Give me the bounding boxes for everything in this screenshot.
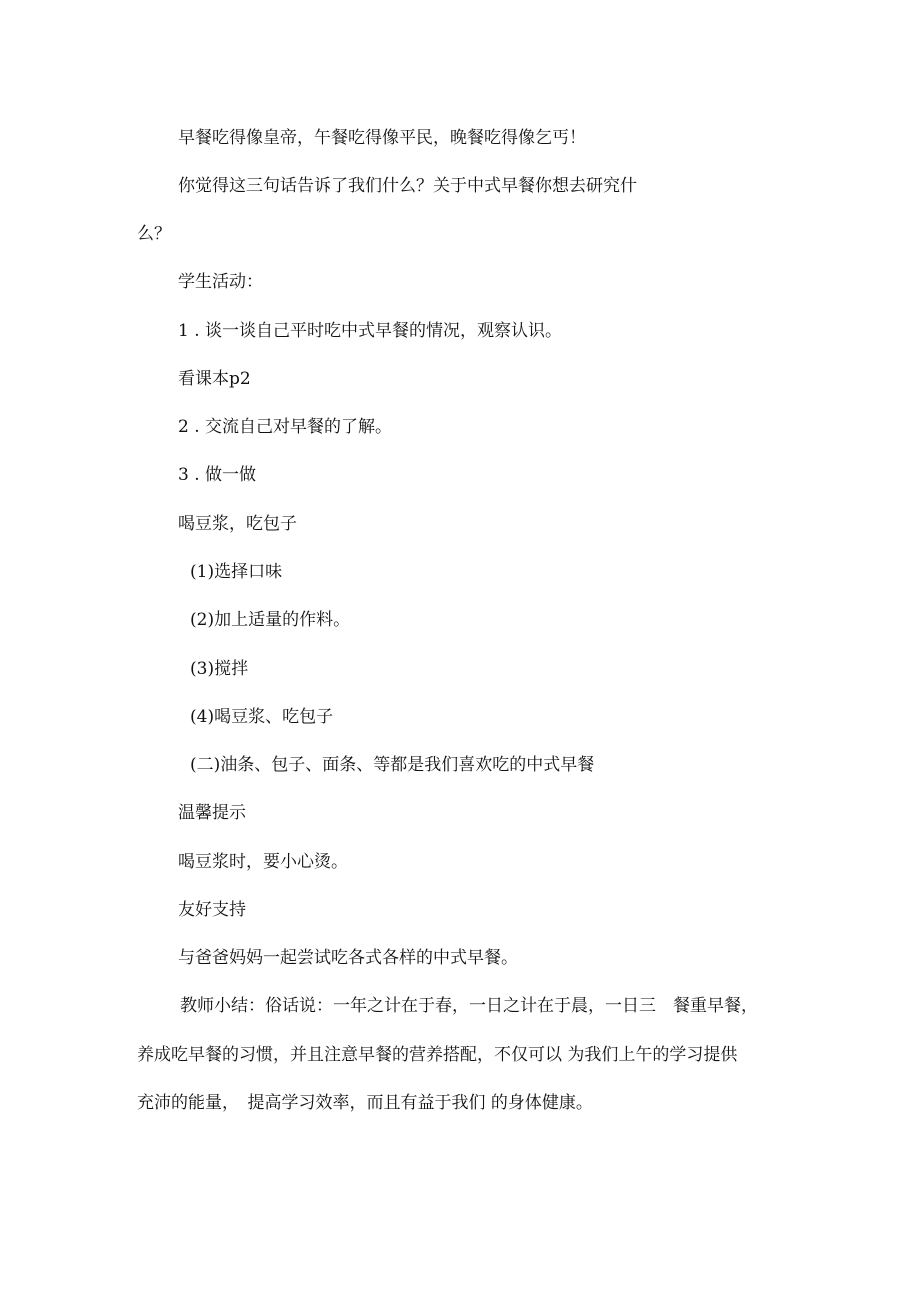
list-item-2: 2 . 交流自己对早餐的了解。 — [178, 417, 393, 437]
paragraph-support: 与爸爸妈妈一起尝试吃各式各样的中式早餐。 — [178, 948, 518, 968]
heading-warm-tip: 温馨提示 — [178, 803, 246, 823]
summary-line-2: 养成吃早餐的习惯，并且注意早餐的营养搭配，不仅可以 为我们上午的学习提供 — [137, 1045, 738, 1065]
step-3: (3)搅拌 — [190, 659, 249, 679]
heading-student-activity: 学生活动： — [178, 272, 263, 292]
heading-support: 友好支持 — [178, 900, 246, 920]
list-item-1: 1 . 谈一谈自己平时吃中式早餐的情况，观察认识。 — [178, 321, 563, 341]
paragraph-question: 你觉得这三句话告诉了我们什么？关于中式早餐你想去研究什 — [178, 176, 637, 196]
list-item-3: 3 . 做一做 — [178, 465, 257, 485]
step-1: (1)选择口味 — [190, 562, 283, 582]
summary-line-3: 充沛的能量， 提高学习效率，而且有益于我们 的身体健康。 — [137, 1093, 593, 1113]
paragraph-motto: 早餐吃得像皇帝，午餐吃得像平民，晚餐吃得像乞丐！ — [178, 128, 586, 148]
paragraph-textbook: 看课本p2 — [178, 369, 251, 389]
step-2: (2)加上适量的作料。 — [190, 610, 351, 630]
paragraph-soymilk: 喝豆浆，吃包子 — [178, 514, 297, 534]
paragraph-warm-tip: 喝豆浆时，要小心烫。 — [178, 852, 348, 872]
paragraph-question-continued: 么？ — [137, 224, 171, 244]
summary-line-1: 教师小结：俗话说：一年之计在于春，一日之计在于晨，一日三 餐重早餐， — [180, 996, 758, 1016]
paragraph-section-two: (二)油条、包子、面条、等都是我们喜欢吃的中式早餐 — [190, 755, 595, 775]
step-4: (4)喝豆浆、吃包子 — [190, 707, 334, 727]
